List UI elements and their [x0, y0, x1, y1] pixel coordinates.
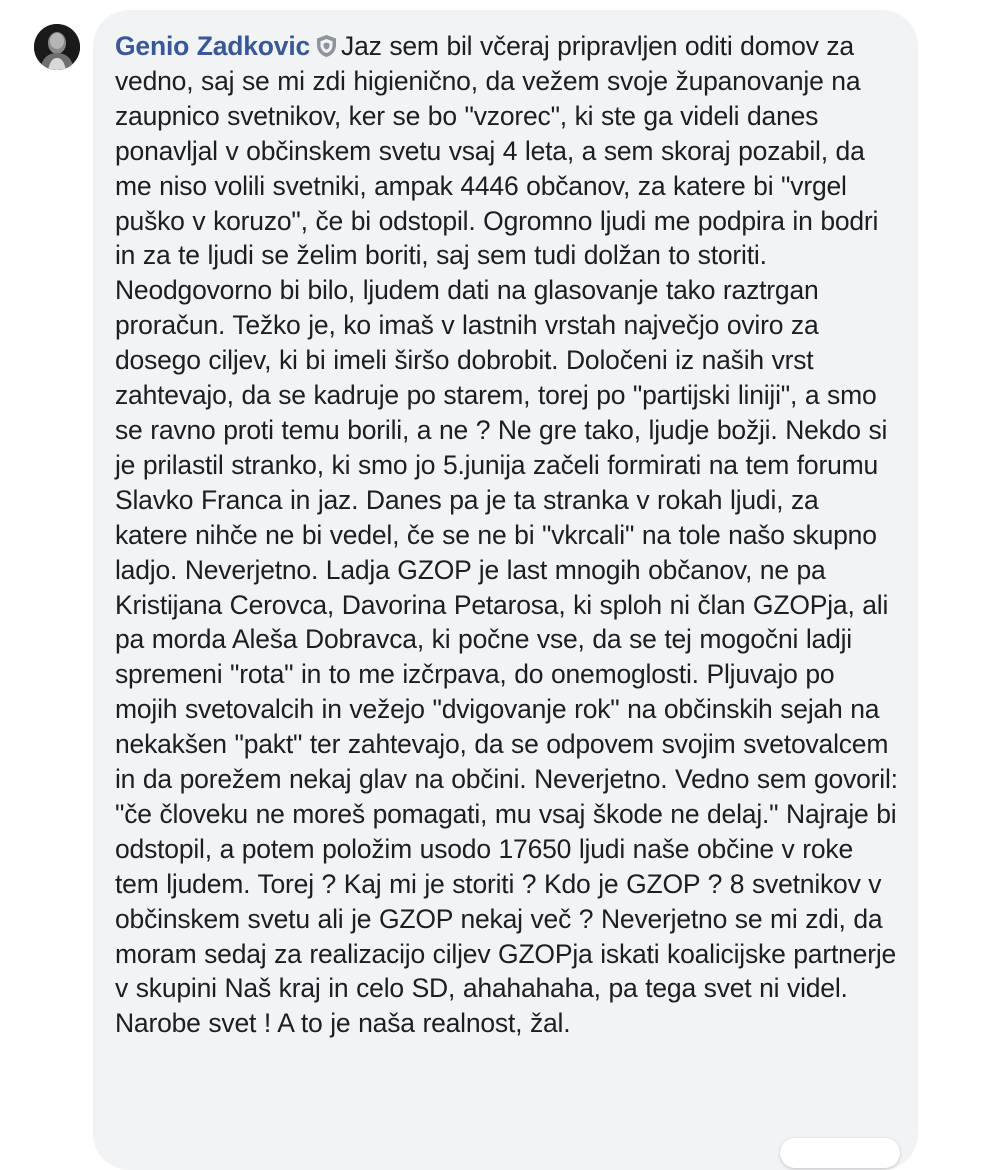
comment-author-link[interactable]: Genio Zadkovic — [115, 31, 311, 61]
reactions-summary[interactable] — [780, 1138, 900, 1168]
shield-icon[interactable] — [316, 32, 337, 56]
comment-body — [115, 29, 898, 1041]
comment-bubble — [93, 10, 918, 1170]
comment-text: Jaz sem bil včeraj pripravljen oditi domov za vedno, saj se mi zdi higienično, da vežem svoje županovanje na zaupnico svetnikov, ker se bo "vzorec", ki ste ga videli danes ponavljal v občinskem svetu vsaj 4 leta, a sem skoraj pozabil, da me niso volili svetniki, ampak 4446 občanov, za katere bi "vrgel puško v koruzo", če bi odstopil. Ogromno ljudi me podpira in bodri in za te ljudi se želim boriti, saj sem tudi dolžan to storiti. Neodgovorno bi bilo, ljudem dati na glasovanje tako raztrgan proračun. Težko je, ko imaš v lastnih vrstah največjo oviro za dosego ciljev, ki bi imeli širšo dobrobit. Določeni iz naših vrst zahtevajo, da se kadruje po starem, torej po "partijski liniji", a smo se ravno proti temu borili, a ne ? Ne gre tako, ljudje božji. Nekdo si je prilastil stranko, ki smo jo 5.junija začeli formirati na tem forumu Slavko Franca in jaz. Danes pa je ta stranka v rokah ljudi, za katere nihče ne bi vedel, če se ne bi "vkrcali" na tole našo skupno ladjo. Neverjetno. Ladja GZOP je last mnogih občanov, ne pa Kristijana Cerovca, Davorina Petarosa, ki sploh ni član GZOPja, ali pa morda Aleša Dobravca, ki počne vse, da se tej mogočni ladji spremeni "rota" in to me izčrpava, do onemoglosti. Pljuvajo po mojih svetovalcih in vežejo "dvigovanje rok" na občinskih sejah na nekakšen "pakt" ter zahtevajo, da se odpovem svojim svetovalcem in da porežem nekaj glav na občini. Neverjetno. Vedno sem govoril: "če človeku ne moreš pomagati, mu vsaj škode ne delaj." Najraje bi odstopil, a potem položim usodo 17650 ljudi naše občine v roke tem ljudem. Torej ? Kaj mi je storiti ? Kdo je GZOP ? 8 svetnikov v občinskem svetu ali je GZOP nekaj več ? Neverjetno se mi zdi, da moram sedaj za realizacijo ciljev GZOPja iskati koalicijske partnerje v skupini Naš kraj in celo SD, ahahahaha, pa tega svet ni videl. Narobe svet ! A to je naša realnost, žal. — [115, 31, 898, 1039]
avatar[interactable] — [34, 24, 80, 70]
